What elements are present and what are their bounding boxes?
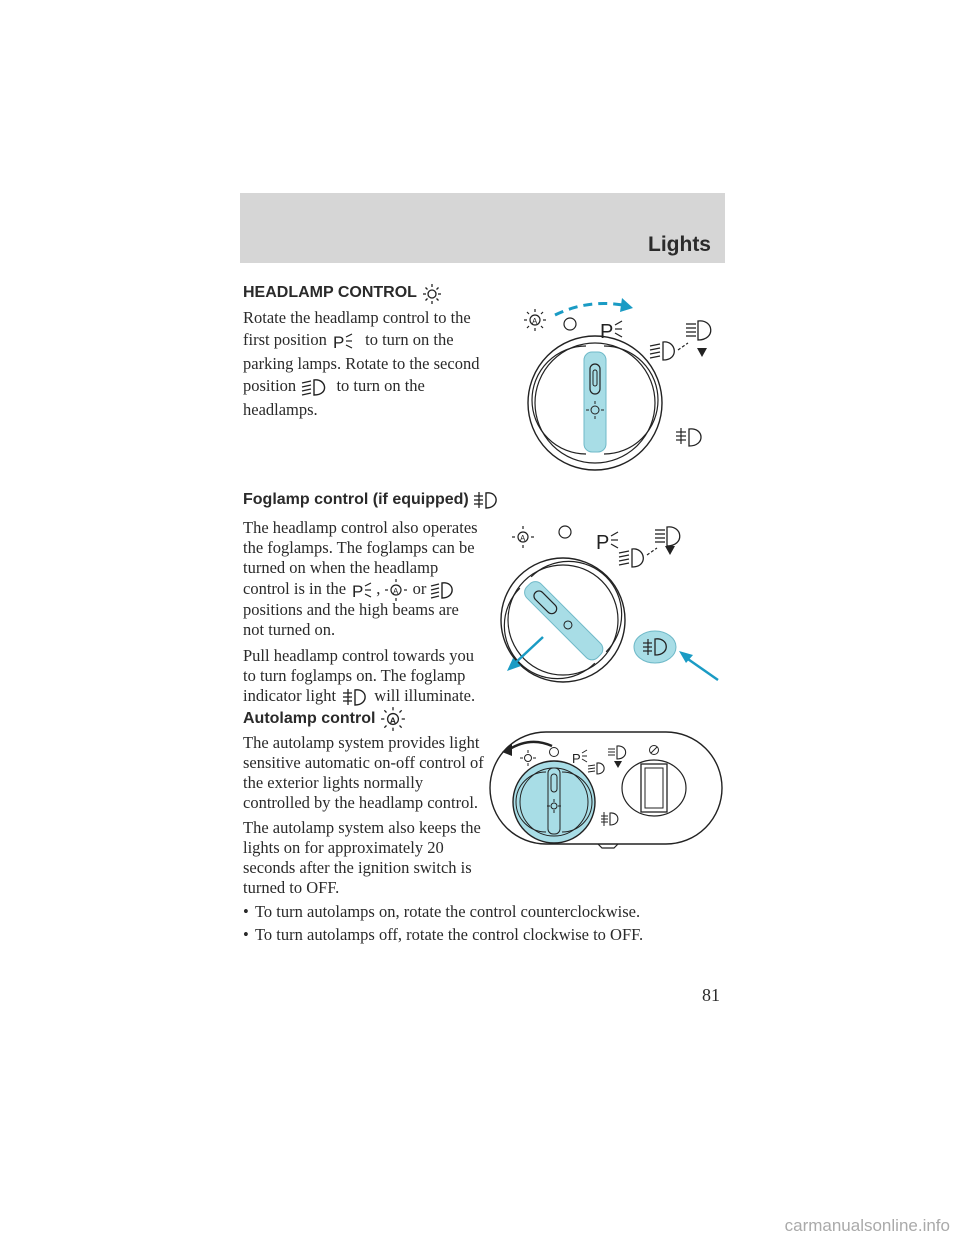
section-tab	[240, 193, 725, 263]
headlamp-line2b: to turn on the	[365, 330, 454, 349]
headlamp-sun-icon	[421, 282, 443, 304]
headlamp-line2	[243, 330, 454, 351]
high-beam-position-icon	[686, 321, 711, 340]
headlamp-dial-diagram	[500, 288, 725, 473]
indicator-arrow-line	[685, 657, 718, 680]
dial-right-grip	[604, 346, 658, 454]
headlamp-line4b: to turn on the	[336, 376, 425, 395]
autolamp-bullet-1	[243, 902, 640, 922]
foglamp-line9	[243, 686, 475, 707]
foglamp-line9a: indicator light	[243, 686, 337, 705]
svg-text:A: A	[520, 534, 526, 543]
bullet-text-2: To turn autolamps off, rotate the control clockwise to OFF.	[255, 925, 644, 944]
foglamp-line4b: ,	[376, 578, 381, 598]
foglamp-line5: positions and the high beams are	[243, 600, 459, 619]
foglamp-line4c: or	[412, 578, 427, 598]
headlamp-heading-text: HEADLAMP CONTROL	[243, 284, 417, 302]
auto-lamp-icon-inline	[384, 578, 408, 602]
auto-sun-icon	[524, 309, 546, 331]
off-position-icon	[564, 318, 576, 330]
autolamp-line3: the exterior lights normally	[243, 773, 424, 792]
fog-lamp-position-icon	[676, 428, 701, 446]
foglamp-heading-text: Foglamp control (if equipped)	[243, 491, 469, 509]
autolamp-line7: seconds after the ignition switch is	[243, 858, 472, 877]
autolamp-icon-glyph: A	[389, 715, 396, 726]
headlamp-line4	[243, 376, 425, 397]
bullet-dot-1: •	[243, 902, 249, 921]
foglamp-line4a: control is in the	[243, 578, 347, 598]
bullet-text-1: To turn autolamps on, rotate the control counterclockwise.	[255, 902, 641, 921]
high-beam-position-icon-2	[655, 527, 680, 546]
autolamp-bullet-2	[243, 925, 643, 945]
foglamp-line8: to turn foglamps on. The foglamp	[243, 666, 466, 685]
foglamp-line1: The headlamp control also operates	[243, 518, 478, 537]
off-position-icon-2	[559, 526, 571, 538]
parking-label-2: P	[596, 532, 610, 554]
bullet-dot-2: •	[243, 925, 249, 944]
rotate-arrow-head	[620, 298, 633, 312]
fog-lamp-icon	[473, 490, 499, 510]
parking-lamp-icon-inline	[350, 580, 376, 600]
auto-sun-icon-2	[512, 526, 534, 548]
autolamp-line2: sensitive automatic on-off control of	[243, 753, 484, 772]
parking-lamp-glyph: P	[333, 333, 345, 352]
headlamp-line3: parking lamps. Rotate to the second	[243, 354, 480, 373]
headlamp-line4a: position	[243, 376, 297, 395]
foglamp-line4	[243, 578, 456, 602]
rotate-arrow-curve	[555, 303, 628, 315]
autolamp-line4: controlled by the headlamp control.	[243, 793, 479, 812]
section-title: Lights	[648, 233, 711, 256]
svg-text:A: A	[532, 317, 538, 326]
autolamp-heading	[243, 706, 406, 732]
foglamp-heading	[243, 490, 499, 510]
low-beam-icon	[300, 377, 332, 397]
footer-watermark: carmanualsonline.info	[784, 1216, 950, 1235]
page-number: 81	[702, 985, 720, 1005]
autolamp-line5: The autolamp system also keeps the	[243, 818, 481, 837]
autolamp-icon	[380, 706, 406, 732]
headlamp-line2a: first position	[243, 330, 327, 349]
autolamp-line1: The autolamp system provides light	[243, 733, 480, 752]
auto-lamp-inline-glyph: A	[393, 587, 399, 596]
foglamp-line9b: will illuminate.	[374, 686, 476, 705]
low-beam-position-icon	[650, 342, 674, 360]
low-beam-icon-inline	[430, 580, 456, 600]
foglamp-line6: not turned on.	[243, 620, 336, 639]
parking-lamp-inline-glyph: P	[352, 582, 364, 600]
autolamp-heading-text: Autolamp control	[243, 710, 376, 728]
foglamp-line7: Pull headlamp control towards you	[243, 646, 474, 665]
foglamp-dial-diagram	[495, 515, 725, 695]
light-switch-panel-diagram	[488, 726, 725, 852]
headlamp-heading	[243, 282, 443, 304]
dial-knob-highlight-2	[521, 578, 606, 663]
autolamp-line8: turned to OFF.	[243, 878, 340, 897]
autolamp-line6: lights on for approximately 20	[243, 838, 444, 857]
foglamp-line3: turned on when the headlamp	[243, 558, 439, 577]
dial-left-grip	[532, 346, 586, 454]
headlamp-line5: headlamps.	[243, 400, 318, 419]
parking-label: P	[600, 321, 614, 343]
headlamp-line1: Rotate the headlamp control to the	[243, 308, 471, 327]
low-beam-position-icon-2	[619, 549, 643, 567]
fog-indicator-icon	[340, 687, 370, 707]
parking-label-3: P	[572, 751, 581, 766]
foglamp-line2: the foglamps. The foglamps can be	[243, 538, 475, 557]
parking-lamp-icon	[331, 331, 361, 351]
